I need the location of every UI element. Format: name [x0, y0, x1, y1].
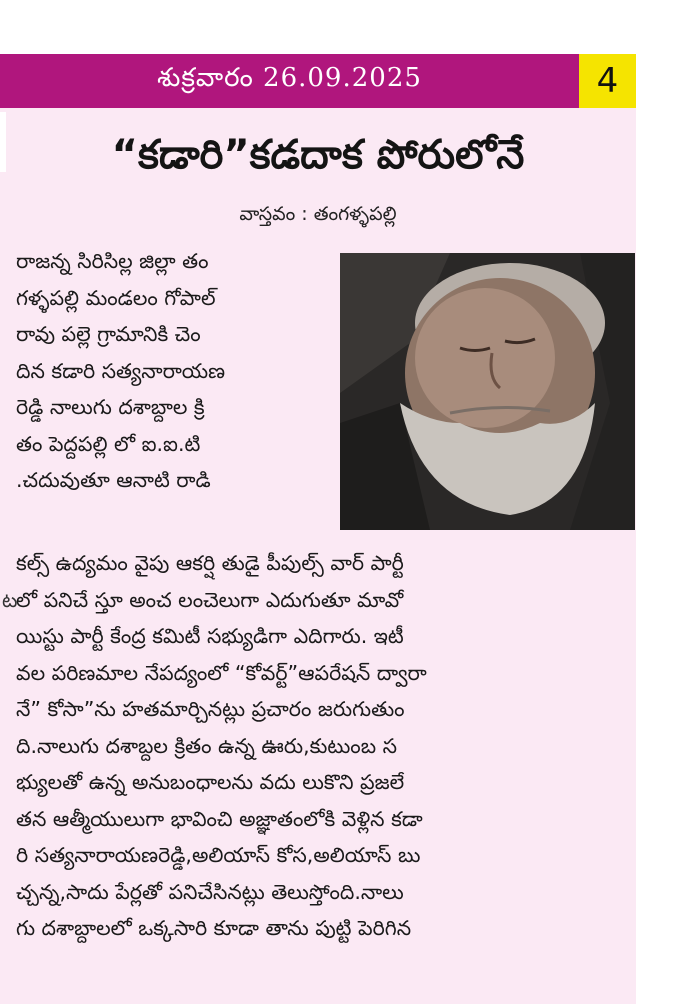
article-text-line: నే” కోసా”ను హతమార్చినట్లు ప్రచారం జరుగుతుం — [16, 697, 405, 721]
article-text-line: ది.నాలుగు దశాబ్దల క్రితం ఉన్న ఊరు,కుటుంబ స — [16, 733, 397, 758]
article-text-line: భ్యులతో ఉన్న అనుబంధాలను వదు లుకొని ప్రజలే — [16, 770, 405, 794]
article-text-line: .చదువుతూ ఆనాటి రాడి — [16, 468, 211, 492]
article-text-line: తన ఆత్మీయులుగా భావించి అజ్ఞాతంలోకి వెళ్లిన కడా — [16, 806, 423, 831]
article-full-width-text — [16, 545, 427, 947]
article-byline: వాస్తవం : తంగళ్ళపల్లి — [239, 203, 397, 225]
date-header-bar — [0, 54, 579, 108]
article-text-line: యిస్టు పార్టీ కేంద్ర కమిటీ సభ్యుడిగా ఎదిగారు. ఇటీ — [16, 624, 404, 648]
article-text-line: వల పరిణమాల నేపద్యంలో “కోవర్ట్”ఆపరేషన్ ద్వారా — [16, 660, 427, 685]
margin-mark: ట — [2, 588, 18, 612]
portrait-photo — [340, 253, 635, 530]
article-headline: “కడారి”కడదాక పోరులోనే — [111, 132, 525, 178]
article-text-line: రాజన్న సిరిసిల్ల జిల్లా తం — [16, 249, 209, 273]
article-text-line: చ్చన్న,సాదు పేర్లతో పనిచేసినట్లు తెలుస్తోంది.నాలు — [16, 879, 404, 904]
article-text-line: కల్స్ ఉద్యమం వైపు ఆకర్షి తుడై పీపుల్స్ వార్ పార్టీ — [16, 551, 404, 575]
article-text-line: తం పెద్దపల్లి లో ఐ.ఐ.టి — [16, 431, 201, 456]
article-text-line: రెడ్డి నాలుగు దశాబ్దాల క్రి — [16, 395, 205, 419]
article-text-line: రి సత్యనారాయణరెడ్డి,అలియాస్ కోస,అలియాస్ బు — [16, 843, 421, 867]
article-text-line: గు దశాబ్దాలలో ఒక్కసారి కూడా తాను పుట్టి పెరిగిన — [16, 916, 412, 940]
article-text-line: రావు పల్లె గ్రామానికి చెం — [16, 322, 201, 346]
article-text-line: లో పనిచే స్తూ అంచ లంచెలుగా ఎదుగుతూ మావో — [16, 587, 404, 612]
article-left-column — [16, 243, 225, 499]
article-text-line: గళ్ళపల్లి మండలం గోపాల్ — [16, 285, 216, 310]
portrait-photo-icon — [340, 253, 635, 530]
article-text-line: దిన కడారి సత్యనారాయణ — [16, 358, 226, 383]
header-date: శుక్రవారం 26.09.2025 — [157, 63, 422, 93]
page-number-box — [579, 54, 636, 108]
page-number: 4 — [596, 61, 619, 101]
